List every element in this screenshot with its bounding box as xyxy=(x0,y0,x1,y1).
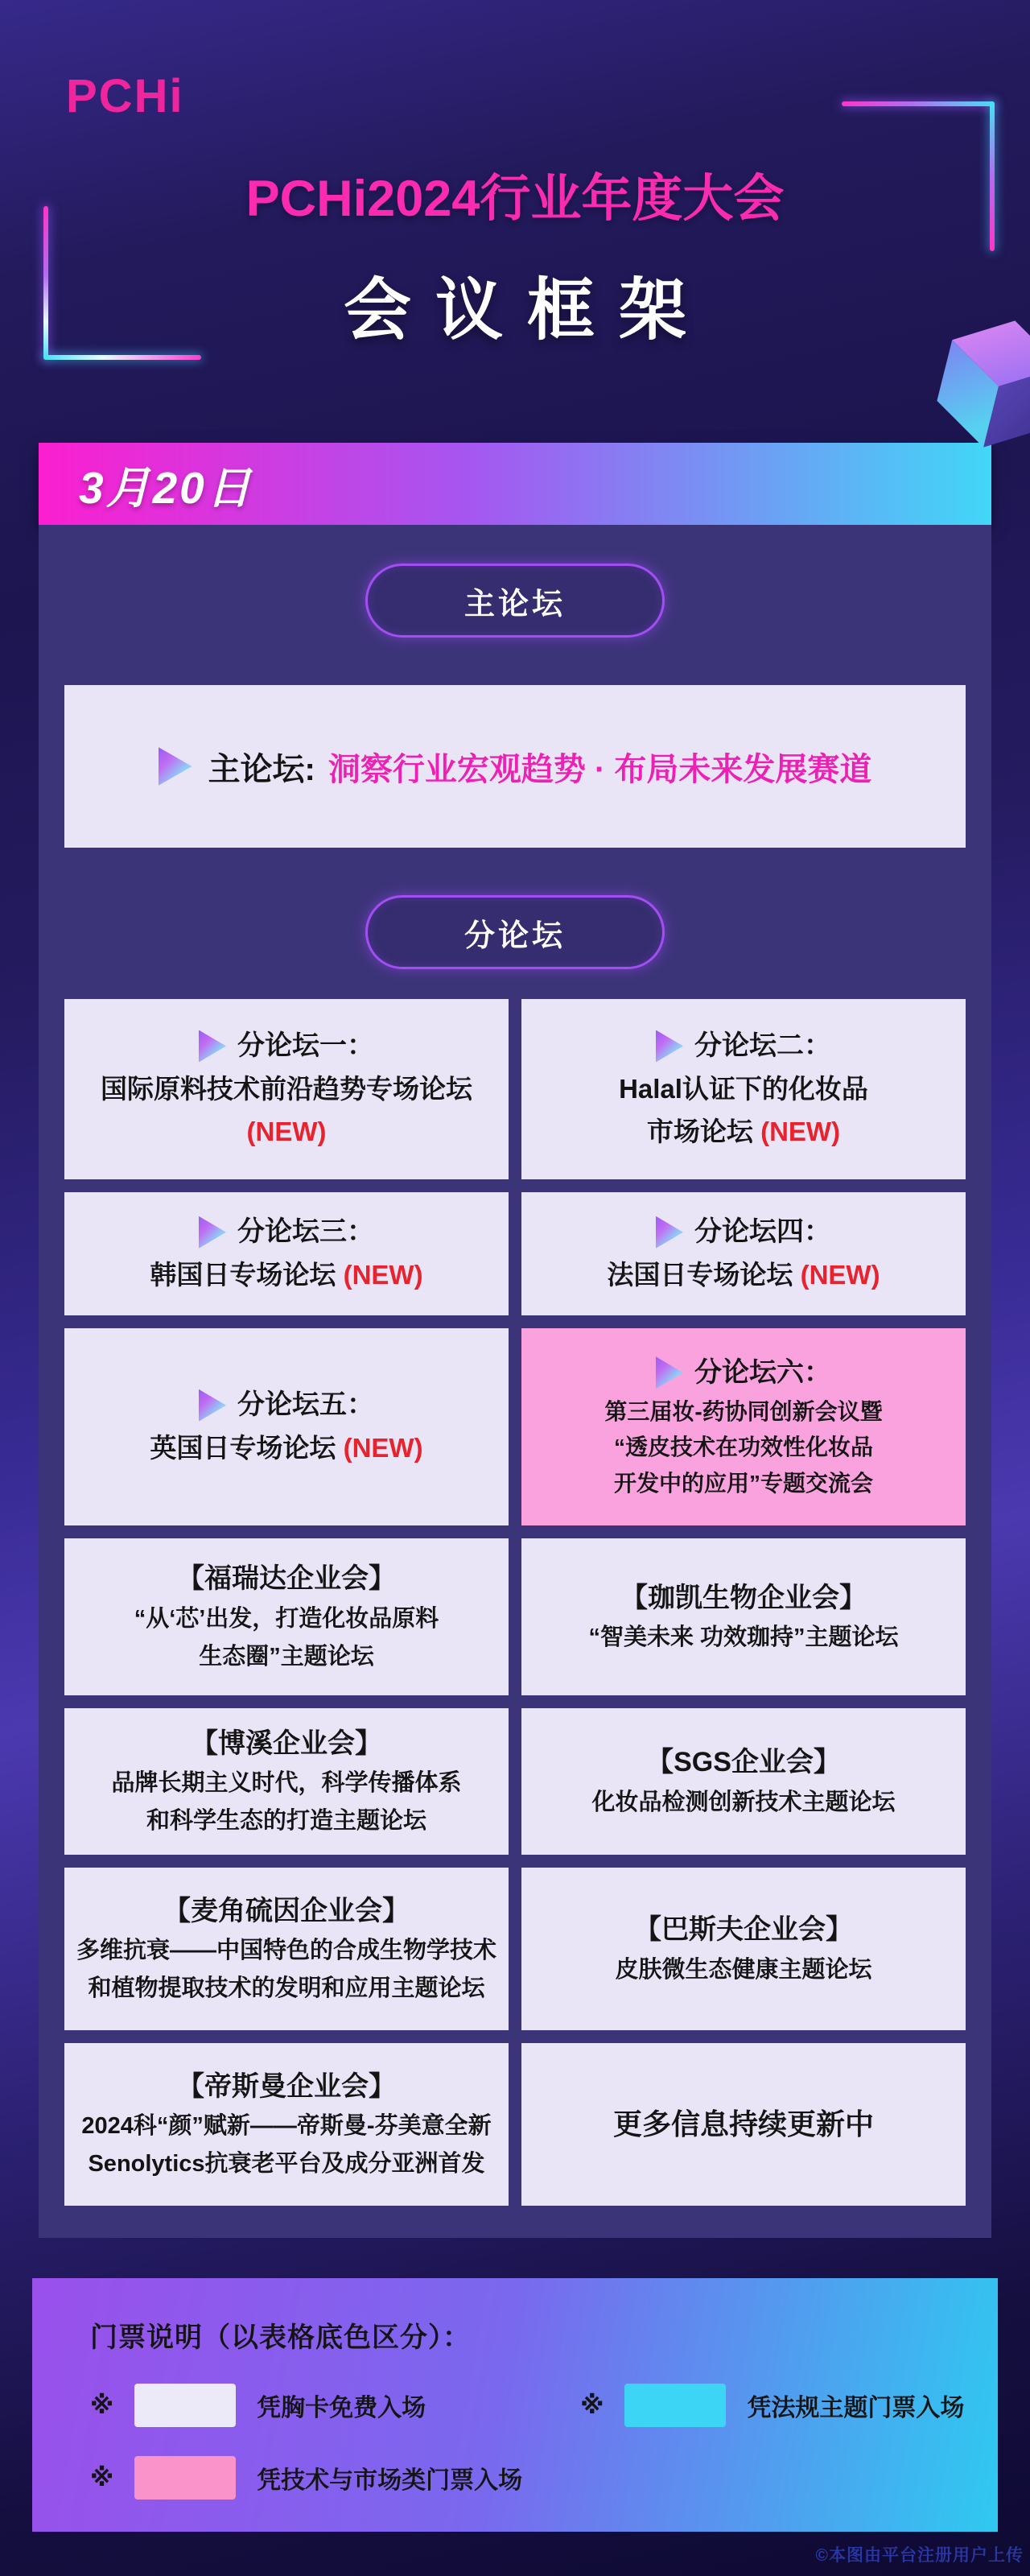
forum-cell-line: 第三届妆-药协同创新会议暨 xyxy=(604,1398,883,1424)
legend-item-tech-market xyxy=(90,2456,580,2500)
forum-cell-title: 【SGS企业会】 xyxy=(646,1747,841,1778)
forum-cell-line: “从‘芯’出发，打造化妆品原料 xyxy=(134,1605,439,1632)
forum-cell-line: 和植物提取技术的发明和应用主题论坛 xyxy=(88,1975,485,2002)
neon-corner-left-horizontal xyxy=(43,355,201,360)
forum-cell-title: 分论坛二： xyxy=(694,1030,831,1062)
play-icon xyxy=(199,1389,226,1422)
forum-cell-title: 分论坛六： xyxy=(694,1356,831,1388)
new-badge: (NEW) xyxy=(793,1260,880,1290)
forum-cell xyxy=(521,1192,966,1315)
new-badge: (NEW) xyxy=(752,1117,841,1147)
forum-cell-line: 开发中的应用”专题交流会 xyxy=(613,1471,873,1496)
legend-label: 凭胸卡免费入场 xyxy=(257,2395,426,2421)
forum-cell-line: 生态圈”主题论坛 xyxy=(199,1643,374,1670)
forum-cell xyxy=(64,1328,509,1525)
forum-cell-title: 分论坛一： xyxy=(237,1030,374,1062)
forum-cell-title: 【巴斯夫企业会】 xyxy=(634,1914,853,1946)
white-swatch xyxy=(134,2384,236,2427)
main-forum-prefix: 主论坛: xyxy=(208,751,315,787)
ticket-legend-title: 门票说明（以表格底色区分）： xyxy=(90,2322,471,2353)
forum-cell-line: 法国日专场论坛 (NEW) xyxy=(607,1260,880,1290)
forum-cell-line: Senolytics抗衰老平台及成分亚洲首发 xyxy=(88,2151,485,2178)
forum-cell-title: 分论坛四： xyxy=(694,1216,831,1248)
forum-cell-line: 多维抗衰——中国特色的合成生物学技术 xyxy=(76,1938,496,1964)
forum-cell xyxy=(64,1868,509,2030)
date-label: 3月20日 xyxy=(79,462,253,513)
forum-cell-line: 和科学生态的打造主题论坛 xyxy=(146,1808,426,1835)
play-icon xyxy=(656,1356,683,1389)
main-forum-row xyxy=(64,685,966,848)
forum-cell-title: 【麦角硫因企业会】 xyxy=(163,1895,410,1926)
legend-label: 凭法规主题门票入场 xyxy=(747,2395,965,2421)
schedule-panel xyxy=(39,525,991,2238)
forum-cell xyxy=(64,1538,509,1695)
new-badge: (NEW) xyxy=(336,1433,423,1463)
forum-cell xyxy=(521,1868,966,2030)
pink-swatch xyxy=(134,2456,236,2500)
forum-cell xyxy=(521,2043,966,2206)
forum-cell-line: 韩国日专场论坛 (NEW) xyxy=(150,1260,423,1290)
ticket-legend xyxy=(90,2384,966,2500)
forum-cell-line: 更多信息持续更新中 xyxy=(612,2107,874,2140)
forum-cell xyxy=(521,1328,966,1525)
sub-forum-pill: 分论坛 xyxy=(365,895,665,969)
date-bar xyxy=(39,443,991,525)
play-icon xyxy=(159,747,192,786)
ticket-legend-panel xyxy=(32,2278,998,2532)
forum-cell-line: 英国日专场论坛 (NEW) xyxy=(150,1433,423,1463)
forum-cell xyxy=(64,1192,509,1315)
legend-label: 凭技术与市场类门票入场 xyxy=(257,2467,523,2494)
legend-item-badge xyxy=(90,2384,580,2427)
watermark: ©本图由平台注册用户上传 xyxy=(815,2545,1024,2565)
forum-cell-line: Halal认证下的化妆品 xyxy=(619,1073,868,1104)
header xyxy=(0,0,1030,443)
play-icon xyxy=(199,1030,226,1063)
play-icon xyxy=(199,1216,226,1249)
forum-cell-title: 【福瑞达企业会】 xyxy=(177,1563,396,1595)
forum-cell-title: 【博溪企业会】 xyxy=(191,1728,382,1759)
forum-cell-line: 国际原料技术前沿趋势专场论坛 xyxy=(101,1073,472,1104)
forum-cell xyxy=(521,1538,966,1695)
forum-cell-title: 分论坛五： xyxy=(237,1389,374,1421)
forum-cell xyxy=(521,999,966,1179)
play-icon xyxy=(656,1216,683,1249)
main-forum-title: 洞察行业宏观趋势 · 布局未来发展赛道 xyxy=(328,751,872,787)
footer xyxy=(0,2532,1030,2576)
forum-cell xyxy=(64,999,509,1179)
reference-mark: ※ xyxy=(580,2392,604,2419)
forum-cell xyxy=(521,1708,966,1855)
play-icon xyxy=(656,1030,683,1063)
forum-cell-line: “智美未来 功效珈持”主题论坛 xyxy=(588,1624,899,1651)
reference-mark: ※ xyxy=(90,2392,114,2419)
forum-cell-title: 分论坛三： xyxy=(237,1216,374,1248)
forum-cell-line: 皮肤微生态健康主题论坛 xyxy=(615,1956,872,1983)
page-subtitle: 会议框架 xyxy=(343,272,711,348)
neon-corner-right-horizontal xyxy=(842,101,995,106)
page-title: PCHi2024行业年度大会 xyxy=(245,171,785,227)
forum-cell-title: 【帝斯曼企业会】 xyxy=(177,2070,396,2102)
forum-cell-line: 市场论坛 (NEW) xyxy=(646,1117,841,1147)
new-badge: (NEW) xyxy=(246,1117,327,1147)
forum-cell xyxy=(64,1708,509,1855)
pchi-logo: PCHi xyxy=(66,70,184,122)
forum-cell-line: 品牌长期主义时代，科学传播体系 xyxy=(111,1770,462,1797)
forum-cell-line: 2024科“颜”赋新——帝斯曼-芬美意全新 xyxy=(81,2113,492,2140)
forum-cell xyxy=(64,2043,509,2206)
cyan-swatch xyxy=(624,2384,726,2427)
forum-cell-line: 化妆品检测创新技术主题论坛 xyxy=(591,1789,896,1815)
reference-mark: ※ xyxy=(90,2464,114,2491)
main-forum-pill: 主论坛 xyxy=(365,564,665,638)
forum-cell-line: “透皮技术在功效性化妆品 xyxy=(613,1435,873,1460)
forum-cell-title: 【珈凯生物企业会】 xyxy=(620,1582,867,1613)
legend-item-regulation xyxy=(580,2384,966,2427)
new-badge: (NEW) xyxy=(336,1260,423,1290)
forum-grid xyxy=(64,999,966,2206)
